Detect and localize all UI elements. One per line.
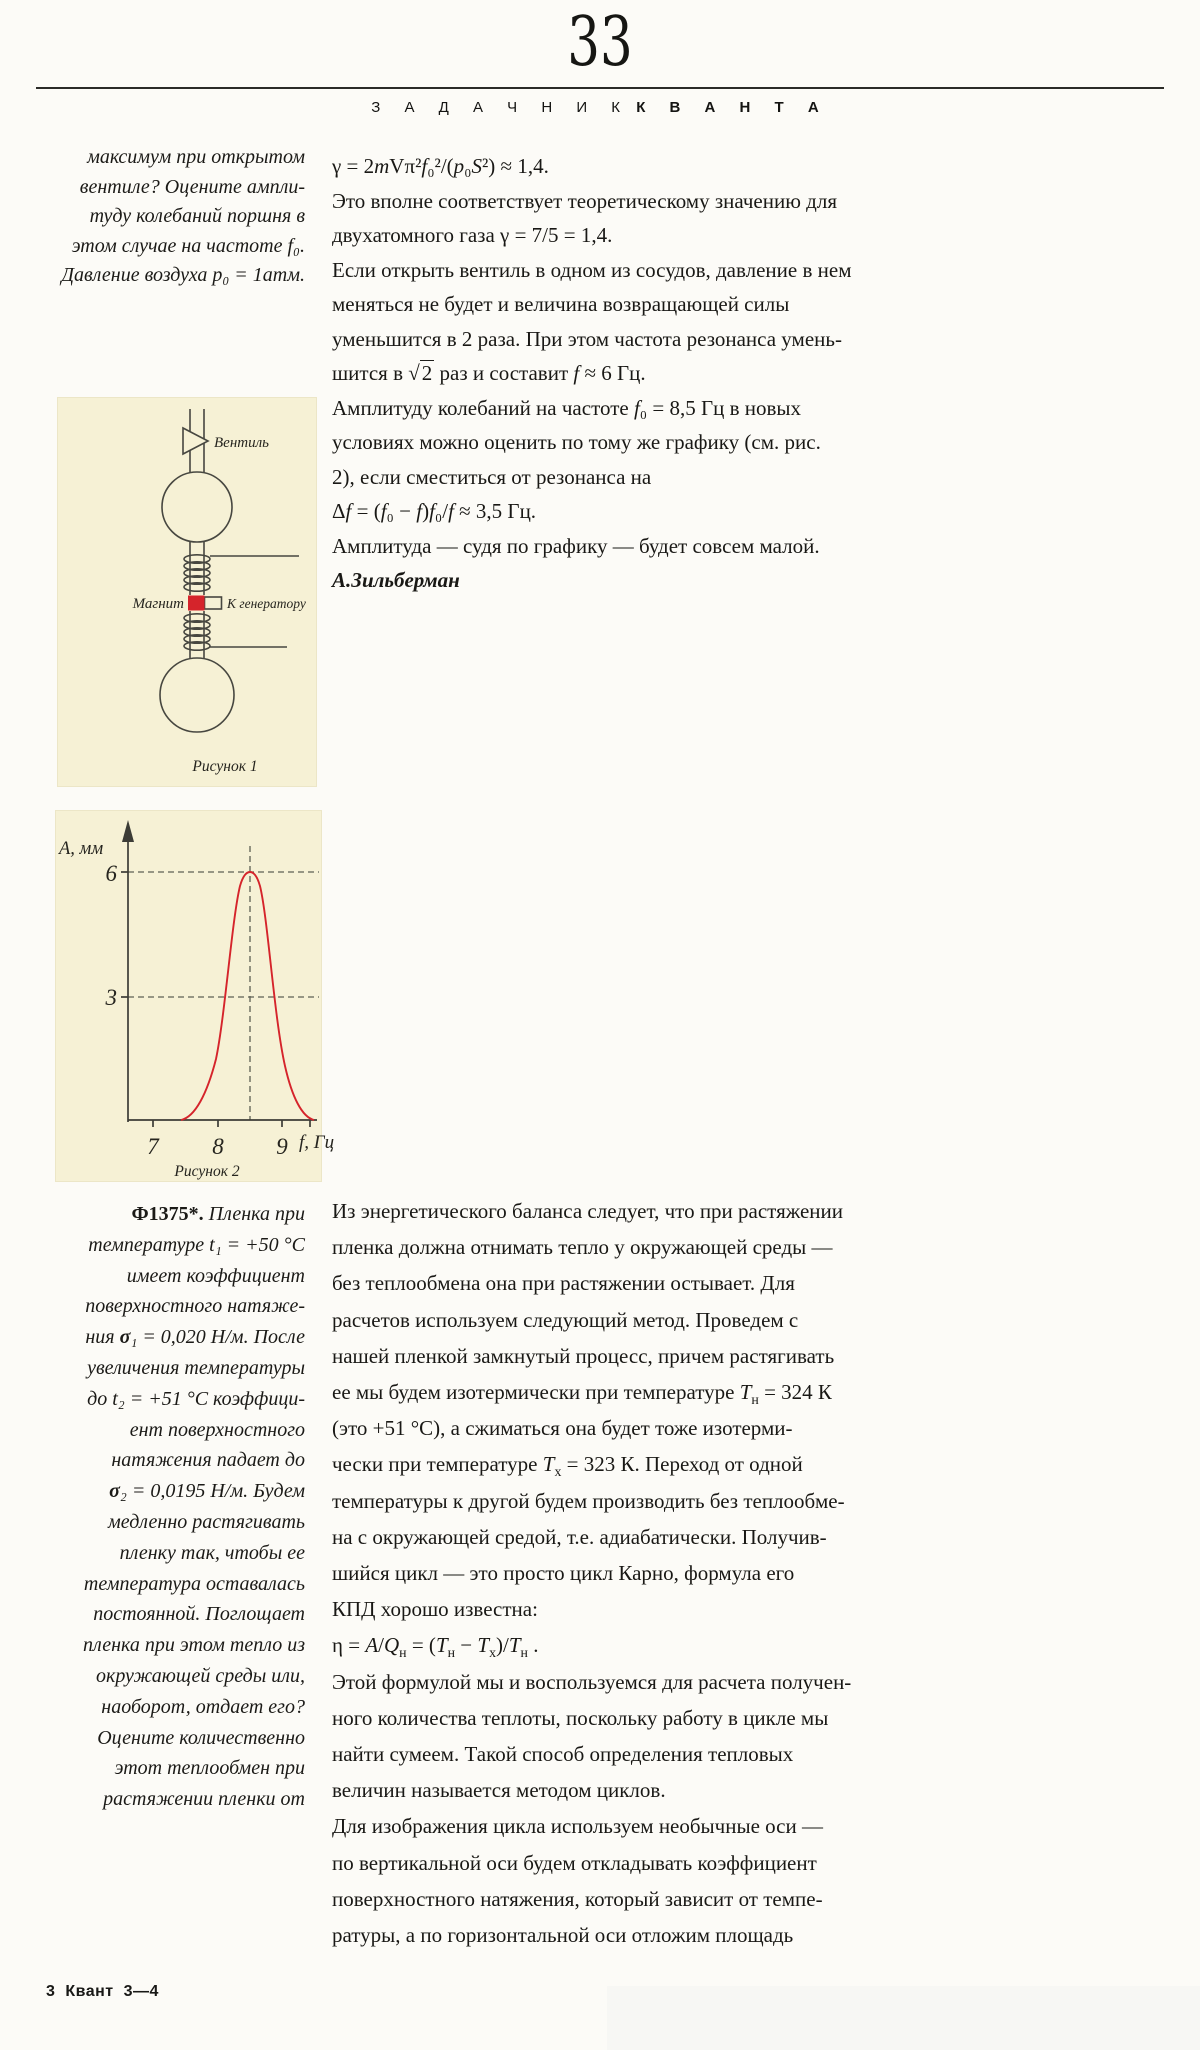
text-line: Из энергетического баланса следует, что при растяжении — [332, 1199, 844, 1223]
solution-text-part-1 — [332, 149, 892, 598]
dashed-guides — [128, 846, 319, 1120]
text-line: пленка при этом тепло из — [83, 1634, 305, 1657]
printer-signature: 3 Квант 3—4 — [46, 1983, 159, 2000]
text-line: пленку так, чтобы ее — [119, 1541, 305, 1564]
y-axis-label: А, мм — [59, 839, 104, 859]
text-line: (это +51 °С), а сжиматься она будет тоже изотерми- — [332, 1416, 793, 1441]
text-line: А.Зильберман — [332, 568, 460, 592]
text-line: окружающей среды или, — [95, 1664, 305, 1687]
resonance-chart — [55, 810, 335, 1182]
generator-terminal — [205, 597, 222, 609]
magnet-icon — [188, 596, 205, 611]
text-line: ния σ₁ = 0,020 Н/м. После — [85, 1326, 305, 1349]
x-tick-7: 7 — [147, 1134, 159, 1159]
text-line: Амплитуда — судя по графику — будет совсем малой. — [332, 533, 820, 558]
text-line: максимум при открытом — [87, 146, 305, 168]
text-line: имеет коэффициент — [126, 1264, 305, 1287]
text-line: Этой формулой мы и воспользуемся для расчета получен- — [332, 1669, 852, 1694]
text-line: шийся цикл — это просто цикл Карно, формула его — [332, 1561, 795, 1586]
text-line: без теплообмена она при растяжении остывает. Для — [332, 1271, 795, 1296]
text-line: σ₂ = 0,0195 Н/м. Будем — [109, 1480, 305, 1503]
text-line: найти сумеем. Такой способ определения тепловых — [332, 1742, 794, 1767]
x-tick-9: 9 — [276, 1134, 288, 1159]
magnet-label: Магнит — [132, 596, 184, 612]
text-line: Это вполне соответствует теоретическому значению для — [332, 188, 837, 213]
text-line: туду колебаний поршня в — [89, 205, 305, 227]
text-line: этот теплообмен при — [114, 1757, 305, 1780]
text-line: до t₂ = +51 °С коэффици- — [87, 1387, 305, 1410]
text-line: по вертикальной оси будем откладывать коэффициент — [332, 1850, 817, 1875]
text-line: на с окружающей средой, т.е. адиабатически. Получив- — [332, 1524, 827, 1549]
text-line: расчетов используем следующий метод. Проведем с — [332, 1307, 799, 1332]
text-line: медленно растягивать — [108, 1510, 305, 1533]
page-number-wrap — [0, 2, 1200, 82]
header-rule — [36, 87, 1164, 89]
text-line: температуры к другой будем производить без теплообме- — [332, 1488, 845, 1513]
y-tick-3: 3 — [105, 985, 117, 1010]
problem-f1375-text — [18, 1199, 305, 1815]
text-line: ент поверхностного — [129, 1418, 305, 1441]
figure-2-caption: Рисунок 2 — [174, 1163, 240, 1180]
text-line: меняться не будет и величина возвращающей силы — [332, 292, 790, 316]
text-line: Для изображения цикла используем необычные оси — — [332, 1814, 823, 1839]
text-line: КПД хорошо известна: — [332, 1597, 538, 1622]
text-line: $\eta = A/Q_н = (T_н - T_х)/T_н$ . — [332, 1633, 539, 1661]
text-line: этом случае на частоте f₀. — [71, 234, 305, 257]
text-line: растяжении пленки от — [103, 1788, 305, 1811]
text-line: чески при температуре $T_х = 323$ К. Переход от одной — [332, 1452, 803, 1480]
x-axis-label: f, Гц — [299, 1132, 335, 1153]
text-line: ного количества теплоты, поскольку работу в цикле мы — [332, 1705, 829, 1730]
text-line: Δf = (f₀ − f)f₀/f ≈ 3,5 Гц. — [332, 499, 537, 523]
text-line: Ф1375*. Пленка при — [131, 1203, 305, 1225]
upper-coil-icon — [184, 555, 210, 591]
upper-bulb — [162, 472, 232, 542]
text-line: величин называется методом циклов. — [332, 1778, 666, 1803]
y-axis-arrow-icon — [122, 820, 134, 842]
text-line: уменьшится в 2 раза. При этом частота резонанса умень- — [332, 326, 842, 351]
text-line: поверхностного натяже- — [85, 1295, 305, 1318]
text-line: ратуры, а по горизонтальной оси отложим площадь — [332, 1923, 794, 1948]
figure-2-graph — [55, 810, 335, 1182]
text-line: пленка должна отнимать тепло у окружающей среды — — [332, 1235, 833, 1260]
text-line: вентиле? Оцените ампли- — [79, 175, 305, 198]
text-line: увеличения температуры — [87, 1356, 305, 1379]
figure-1-apparatus — [57, 397, 317, 787]
text-line: ее мы будем изотермически при температуре $T_н = 324$ К — [332, 1380, 832, 1408]
text-line: 2), если сместиться от резонанса на — [332, 464, 652, 489]
text-line: Оцените количественно — [97, 1726, 305, 1749]
text-line: температура оставалась — [83, 1572, 305, 1595]
text-line: γ = 2mVπ²f₀²/(p₀S²) ≈ 1,4. — [332, 154, 549, 178]
text-line: двухатомного газа γ = 7/5 = 1,4. — [332, 223, 613, 247]
text-line: Амплитуду колебаний на частоте f₀ = 8,5 Гц в новых — [332, 395, 802, 420]
text-line: постоянной. Поглощает — [93, 1603, 305, 1626]
intro-problem-text — [20, 143, 305, 291]
lower-coil-icon — [184, 614, 210, 650]
x-tick-8: 8 — [212, 1134, 224, 1159]
text-line: шится в √2 раз и составит f ≈ 6 Гц. — [332, 361, 646, 385]
text-line: натяжения падает до — [111, 1449, 305, 1472]
lower-bulb — [160, 658, 234, 732]
figure-1-caption: Рисунок 1 — [192, 758, 258, 775]
axes — [121, 832, 317, 1127]
y-tick-6: 6 — [105, 861, 117, 886]
section-header-word1: З А Д А Ч Н И К — [371, 99, 631, 116]
text-line: наоборот, отдает его? — [101, 1695, 305, 1718]
scan-edge-area — [607, 1986, 1200, 2050]
section-header-word2: К В А Н Т А — [636, 99, 829, 116]
text-line: условиях можно оценить по тому же графику (см. рис. — [332, 430, 821, 454]
section-header — [0, 99, 1200, 116]
text-line: поверхностного натяжения, который зависит от темпе- — [332, 1886, 823, 1911]
text-line: нашей пленкой замкнутый процесс, причем растягивать — [332, 1343, 835, 1368]
resonance-curve — [181, 872, 314, 1120]
valve-label: Вентиль — [214, 435, 269, 451]
text-line: Если открыть вентиль в одном из сосудов, давление в нем — [332, 257, 852, 282]
page-number: 33 — [567, 1, 633, 82]
generator-label: К генератору — [227, 596, 306, 611]
text-line: Давление воздуха p₀ = 1атм. — [61, 264, 305, 286]
solution-text-part-2 — [332, 1193, 892, 1953]
apparatus-diagram — [57, 397, 317, 787]
text-line: температуре t₁ = +50 °С — [88, 1233, 305, 1256]
